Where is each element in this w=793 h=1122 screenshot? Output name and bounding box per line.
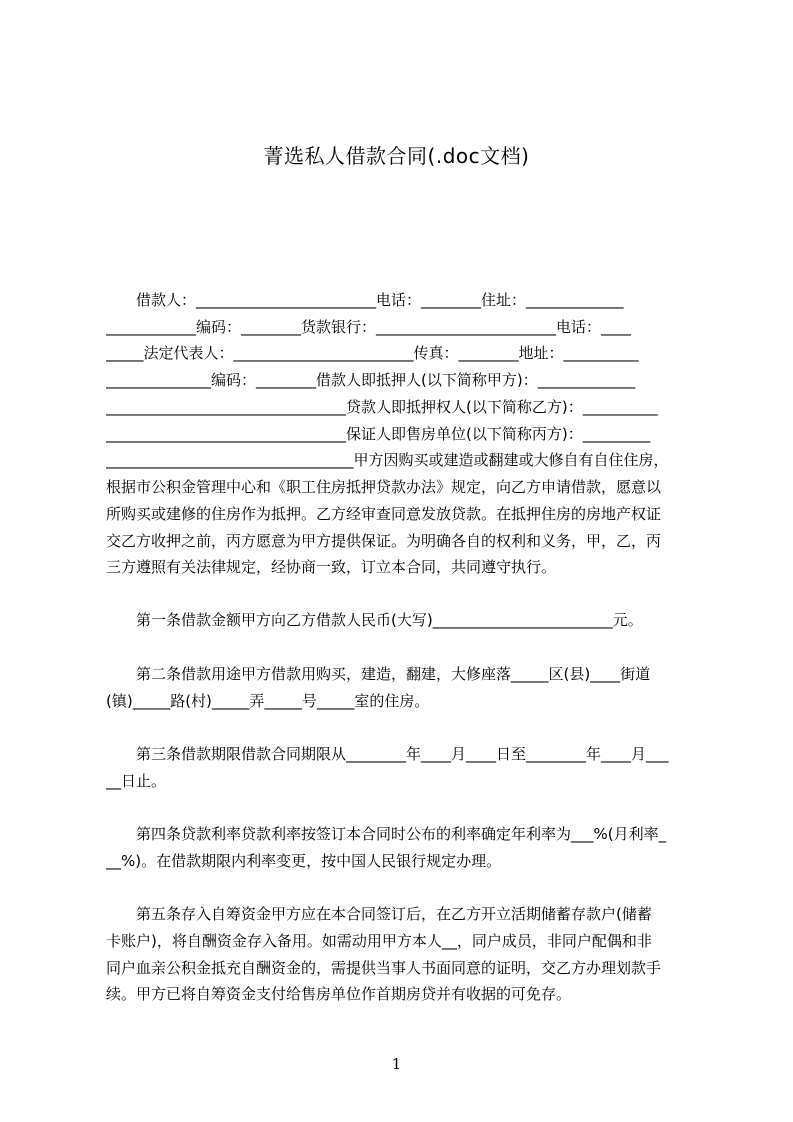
paragraph-line: _________________________________甲方因购买或建造或翻建或大修自有自住住房， (106, 451, 669, 469)
paragraph-line: 借款人：________________________电话：________住址：_____________ (106, 291, 624, 309)
paragraph-line: 三方遵照有关法律规定，经协商一致，订立本合同，共同遵守执行。 (106, 558, 557, 576)
paragraph-line: ____________编码：________货款银行：________________________电话：____ (106, 318, 632, 336)
article-1-line: 第一条借款金额甲方向乙方借款人民币(大写)________________________元。 (106, 611, 643, 629)
article-5-line: 同户血亲公积金抵充自酬资金的，需提供当事人书面同意的证明，交乙方办理划款手 (106, 959, 662, 977)
article-5-line: 第五条存入自筹资金甲方应在本合同签订后，在乙方开立活期储蓄存款户(储蓄 (106, 905, 652, 923)
article-2-line: 第二条借款用途甲方借款用购买，建造，翻建，大修座落_____区(县)____街道 (106, 665, 651, 683)
paragraph-line: 根据市公积金管理中心和《职工住房抵押贷款办法》规定，向乙方申请借款，愿意以 (106, 478, 662, 496)
paragraph-line: _____法定代表人：________________________传真：________地址：__________ (106, 344, 639, 362)
paragraph-line: ______________编码：________借款人即抵押人(以下简称甲方)：_____________ (106, 371, 636, 389)
article-4-line: 第四条贷款利率贷款利率按签订本合同时公布的利率确定年利率为___%(月利率_ (106, 825, 667, 843)
article-3-line: 第三条借款期限借款合同期限从________年____月____日至________年____月___ (106, 745, 669, 763)
page-number: 1 (391, 1055, 402, 1073)
article-2-line: (镇)_____路(村)_____弄_____号_____室的住房。 (106, 692, 430, 710)
article-5-line: 续。甲方已将自筹资金支付给售房单位作首期房贷并有收据的可免存。 (106, 985, 572, 1003)
paragraph-line: 所购买或建修的住房作为抵押。乙方经审查同意发放贷款。在抵押住房的房地产权证 (106, 505, 662, 523)
document-title: 菁选私人借款合同(.doc文档) (263, 144, 530, 168)
paragraph-line: ________________________________贷款人即抵押权人(以下简称乙方)：__________ (106, 398, 658, 416)
article-3-line: __日止。 (106, 772, 167, 790)
article-4-line: __%)。在借款期限内利率变更，按中国人民银行规定办理。 (106, 852, 502, 870)
paragraph-line: 交乙方收押之前，丙方愿意为甲方提供保证。为明确各自的权利和义务，甲，乙，丙 (106, 532, 662, 550)
paragraph-line: ________________________________保证人即售房单位(以下简称丙方)：_________ (106, 425, 651, 443)
article-5-line: 卡账户)，将自酬资金存入备用。如需动用甲方本人__，同户成员，非同户配偶和非 (106, 932, 652, 950)
